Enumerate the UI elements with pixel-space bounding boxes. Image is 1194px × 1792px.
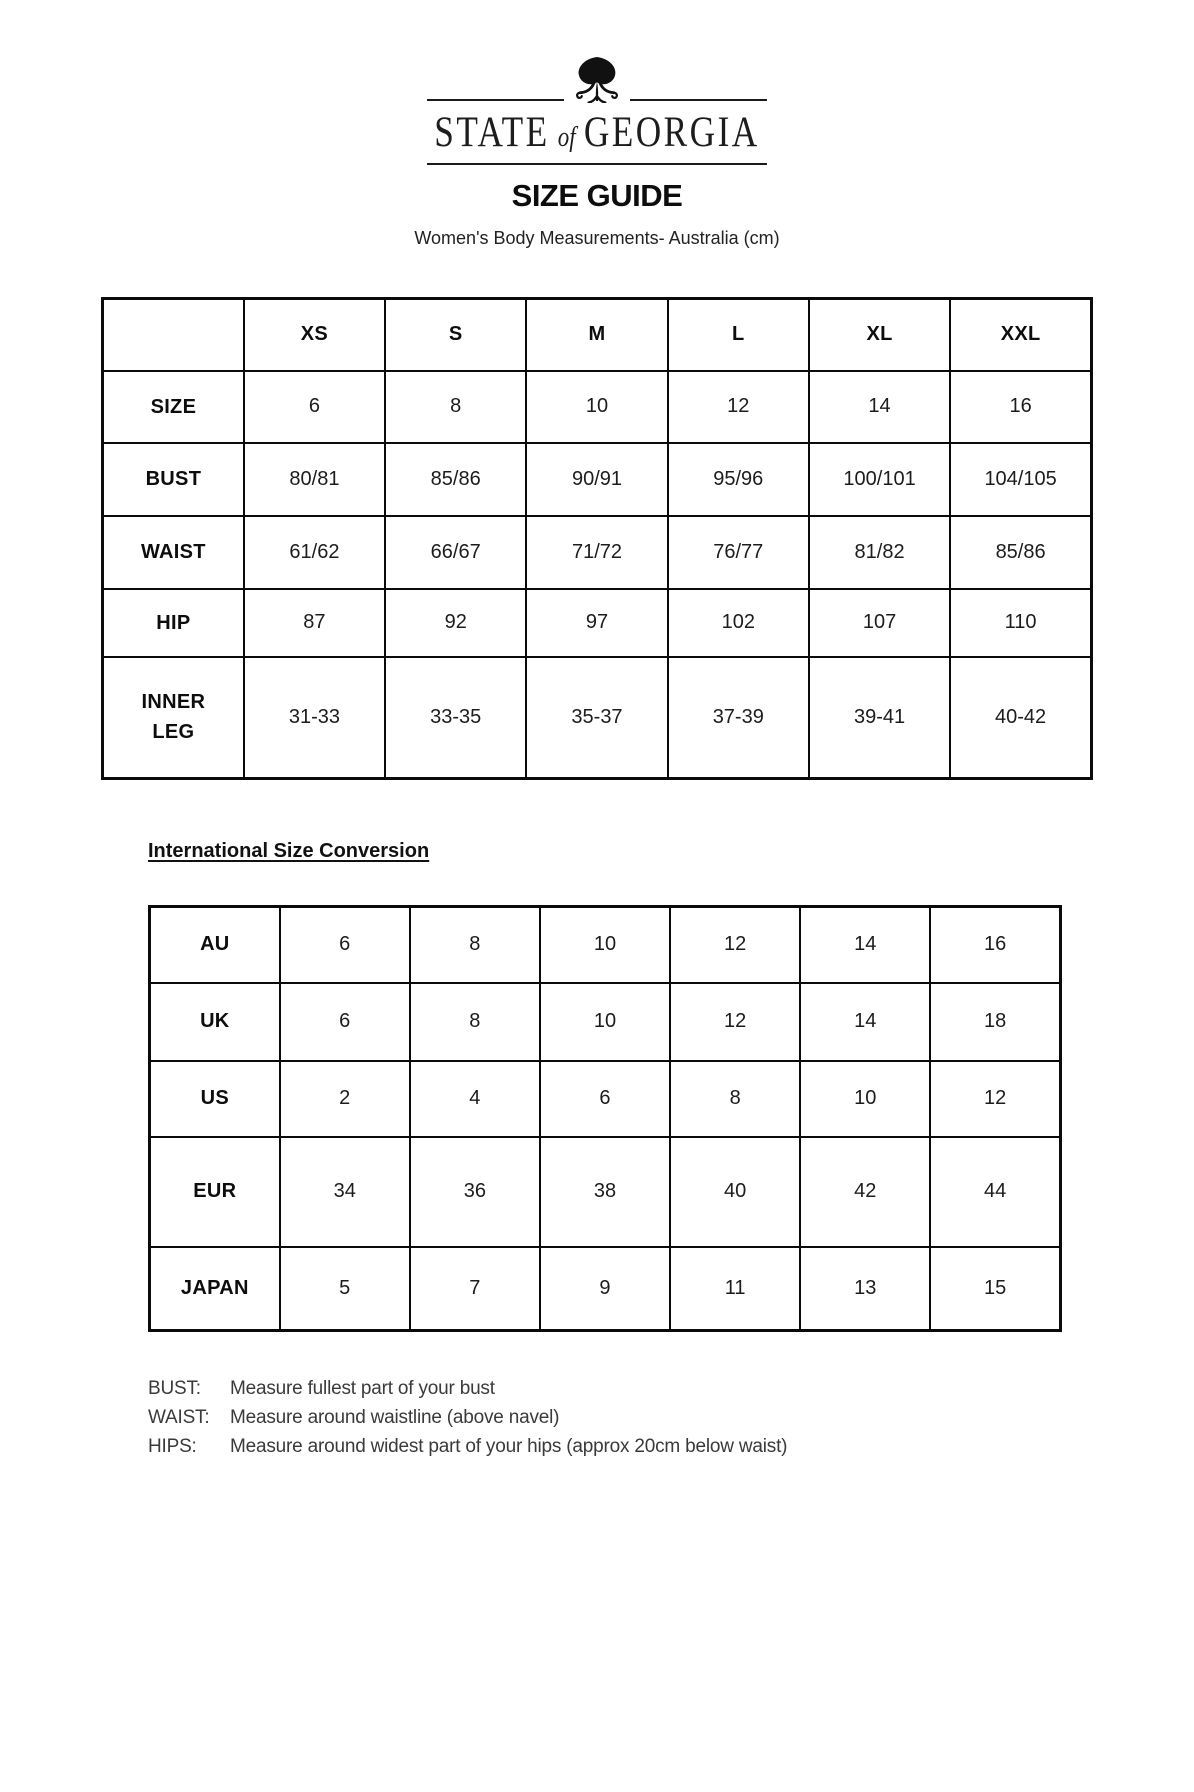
measurement-cell: 95/96 — [668, 443, 809, 516]
measurement-notes — [148, 1374, 1194, 1461]
size-column-header: S — [385, 299, 526, 371]
conversion-cell: 2 — [280, 1061, 410, 1137]
measurement-cell: 110 — [950, 589, 1091, 657]
table-row — [103, 443, 1092, 516]
table-row — [150, 1061, 1061, 1137]
size-column-header: XL — [809, 299, 950, 371]
row-label-size: SIZE — [103, 371, 244, 443]
table-row — [103, 657, 1092, 779]
conversion-cell: 4 — [410, 1061, 540, 1137]
conversion-cell: 8 — [670, 1061, 800, 1137]
measurement-cell: 107 — [809, 589, 950, 657]
measurement-cell: 102 — [668, 589, 809, 657]
measurement-cell: 61/62 — [244, 516, 385, 589]
note-bust — [148, 1374, 1194, 1403]
measurement-cell: 104/105 — [950, 443, 1091, 516]
row-label-us: US — [150, 1061, 280, 1137]
measurement-cell: 80/81 — [244, 443, 385, 516]
measurement-cell: 35-37 — [526, 657, 667, 779]
size-column-header: XXL — [950, 299, 1091, 371]
note-text: Measure fullest part of your bust — [230, 1378, 495, 1399]
measurement-cell: 85/86 — [950, 516, 1091, 589]
size-column-header: XS — [244, 299, 385, 371]
measurement-cell: 12 — [668, 371, 809, 443]
measurement-cell: 100/101 — [809, 443, 950, 516]
conversion-cell: 14 — [800, 907, 930, 983]
size-column-header: L — [668, 299, 809, 371]
conversion-cell: 12 — [670, 983, 800, 1061]
conversion-cell: 9 — [540, 1247, 670, 1331]
measurement-cell: 40-42 — [950, 657, 1091, 779]
table-row — [150, 1137, 1061, 1247]
conversion-cell: 7 — [410, 1247, 540, 1331]
logo-rule-row — [427, 56, 767, 103]
conversion-cell: 10 — [800, 1061, 930, 1137]
note-label: HIPS: — [148, 1436, 197, 1457]
note-text: Measure around widest part of your hips (approx 20cm below waist) — [230, 1436, 788, 1457]
brand-word-state: STATE — [434, 109, 550, 156]
page-subtitle: Women's Body Measurements- Australia (cm) — [414, 228, 780, 248]
conversion-cell: 11 — [670, 1247, 800, 1331]
conversion-cell: 10 — [540, 907, 670, 983]
table-row — [103, 371, 1092, 443]
note-label: BUST: — [148, 1378, 201, 1399]
conversion-cell: 16 — [930, 907, 1060, 983]
row-label-inner-leg: INNER LEG — [103, 657, 244, 779]
corner-cell — [103, 299, 244, 371]
row-label-au: AU — [150, 907, 280, 983]
measurement-cell: 87 — [244, 589, 385, 657]
conversion-cell: 10 — [540, 983, 670, 1061]
measurement-cell: 37-39 — [668, 657, 809, 779]
table-row — [103, 516, 1092, 589]
measurement-cell: 14 — [809, 371, 950, 443]
measurement-cell: 85/86 — [385, 443, 526, 516]
conversion-cell: 6 — [280, 907, 410, 983]
measurement-cell: 33-35 — [385, 657, 526, 779]
row-label-bust: BUST — [103, 443, 244, 516]
conversion-cell: 42 — [800, 1137, 930, 1247]
measurement-cell: 71/72 — [526, 516, 667, 589]
measurement-cell: 6 — [244, 371, 385, 443]
conversion-cell: 36 — [410, 1137, 540, 1247]
table-row — [150, 907, 1061, 983]
note-hips — [148, 1432, 1194, 1461]
row-label-hip: HIP — [103, 589, 244, 657]
conversion-cell: 12 — [930, 1061, 1060, 1137]
measurement-cell: 81/82 — [809, 516, 950, 589]
brand-word-of: of — [557, 122, 576, 153]
note-label: WAIST: — [148, 1407, 210, 1428]
conversion-cell: 6 — [540, 1061, 670, 1137]
measurement-cell: 31-33 — [244, 657, 385, 779]
size-column-header: M — [526, 299, 667, 371]
conversion-cell: 8 — [410, 983, 540, 1061]
measurement-cell: 16 — [950, 371, 1091, 443]
tree-icon — [568, 56, 626, 103]
conversion-cell: 15 — [930, 1247, 1060, 1331]
brand-name — [434, 109, 760, 159]
logo-left-rule — [427, 99, 564, 101]
conversion-cell: 44 — [930, 1137, 1060, 1247]
measurement-cell: 10 — [526, 371, 667, 443]
page-title: SIZE GUIDE — [511, 178, 683, 213]
conversion-cell: 13 — [800, 1247, 930, 1331]
measurement-table — [101, 297, 1093, 780]
measurement-header-row — [103, 299, 1092, 371]
brand-word-georgia: GEORGIA — [583, 109, 760, 156]
row-label-uk: UK — [150, 983, 280, 1061]
logo-bottom-rule — [427, 163, 767, 165]
row-label-japan: JAPAN — [150, 1247, 280, 1331]
table-row — [103, 589, 1092, 657]
measurement-cell: 92 — [385, 589, 526, 657]
brand-logo — [427, 0, 767, 165]
conversion-cell: 6 — [280, 983, 410, 1061]
row-label-waist: WAIST — [103, 516, 244, 589]
measurement-cell: 39-41 — [809, 657, 950, 779]
measurement-cell: 90/91 — [526, 443, 667, 516]
measurement-cell: 76/77 — [668, 516, 809, 589]
logo-right-rule — [630, 99, 767, 101]
conversion-cell: 38 — [540, 1137, 670, 1247]
measurement-cell: 8 — [385, 371, 526, 443]
conversion-cell: 40 — [670, 1137, 800, 1247]
conversion-heading: International Size Conversion — [148, 840, 430, 862]
conversion-cell: 5 — [280, 1247, 410, 1331]
conversion-table — [148, 905, 1062, 1332]
conversion-cell: 34 — [280, 1137, 410, 1247]
conversion-cell: 18 — [930, 983, 1060, 1061]
conversion-cell: 8 — [410, 907, 540, 983]
measurement-cell: 97 — [526, 589, 667, 657]
measurement-cell: 66/67 — [385, 516, 526, 589]
row-label-eur: EUR — [150, 1137, 280, 1247]
table-row — [150, 1247, 1061, 1331]
note-waist — [148, 1403, 1194, 1432]
note-text: Measure around waistline (above navel) — [230, 1407, 560, 1428]
table-row — [150, 983, 1061, 1061]
conversion-cell: 12 — [670, 907, 800, 983]
conversion-cell: 14 — [800, 983, 930, 1061]
